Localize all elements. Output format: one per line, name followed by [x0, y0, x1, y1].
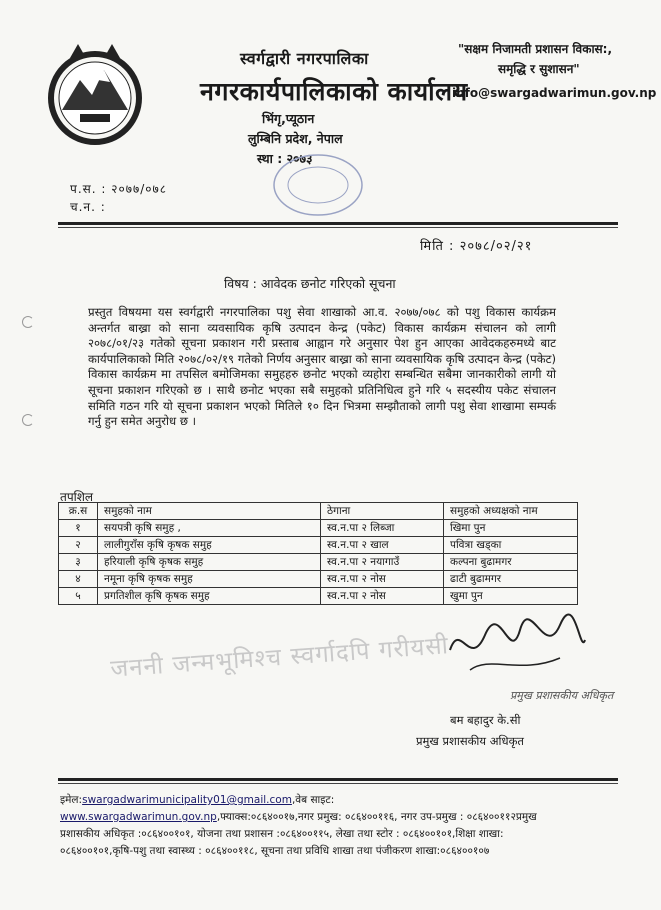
address-line-3: स्था : २०७३	[257, 151, 313, 166]
col-chairperson: समुहको अध्यक्षको नाम	[444, 503, 578, 520]
groups-table	[58, 502, 578, 605]
office-stamp-icon	[268, 150, 368, 220]
table-row	[59, 571, 578, 588]
col-serial: क्र.स	[59, 503, 98, 520]
table-row	[59, 520, 578, 537]
cell-address: स्व.न.पा २ नोस	[321, 588, 444, 605]
footer-email-label: इमेल:	[60, 794, 83, 806]
cell-chairperson: पवित्रा खड्का	[444, 537, 578, 554]
dispatch-number: च.न. :	[70, 200, 106, 214]
signer-name: बम बहादुर के.सी	[450, 713, 521, 727]
footer-web-label: ,वेब साइट:	[291, 794, 335, 806]
cell-chairperson: कल्पना बुढामगर	[444, 554, 578, 571]
footer-email-link[interactable]: swargadwarimunicipality01@gmail.com	[82, 794, 292, 806]
table-row	[59, 588, 578, 605]
slogan-line-2: समृद्धि र सुशासन"	[498, 62, 580, 76]
signer-title: प्रमुख प्रशासकीय अधिकृत	[416, 734, 524, 748]
footer-website-link[interactable]: www.swargadwarimun.gov.np	[60, 811, 217, 823]
office-name: नगरकार्यपालिकाको कार्यालय	[200, 77, 468, 106]
cell-chairperson: ढाटी बुढामगर	[444, 571, 578, 588]
header-email: info@swargadwarimun.gov.np	[452, 86, 657, 100]
punch-hole-mark	[22, 316, 34, 328]
table-row	[59, 554, 578, 571]
watermark-text: जननी जन्मभूमिश्च स्वर्गादपि गरीयसी	[109, 631, 450, 683]
cell-serial: ५	[59, 588, 98, 605]
cell-group-name: सयपत्री कृषि समुह ,	[98, 520, 321, 537]
nepal-emblem-icon	[40, 40, 150, 150]
cell-serial: ४	[59, 571, 98, 588]
cell-address: स्व.न.पा २ लिब्जा	[321, 520, 444, 537]
footer-phone-list: ,फ्याक्स:०८६४००१७,नगर प्रमुख: ०८६४००११६, नगर उप-प्रमुख : ०८६४००११२प्रमुख प्रशासकीय अधिकृत :०८६४००१०१, योजना तथा प्रशासन :०८६४००११५, लेखा तथा स्टोर : ०८६४००१०१,शिक्षा शाखा: ०८६४००१०१,कृषि-पशु तथा स्वास्थ्य : ०८६४००११८, सूचना तथा प्रविधि शाखा तथा पंजीकरण शाखा:०८६४००१०७	[60, 811, 537, 857]
cell-group-name: लालीगुराँस कृषि कृषक समुह	[98, 537, 321, 554]
cell-chairperson: खिमा पुन	[444, 520, 578, 537]
header-divider-thin	[58, 227, 618, 228]
header-divider	[58, 222, 618, 225]
footer-divider-thin	[58, 783, 618, 784]
punch-hole-mark	[22, 414, 34, 426]
cell-group-name: हरियाली कृषि कृषक समुह	[98, 554, 321, 571]
cell-chairperson: खुमा पुन	[444, 588, 578, 605]
cell-serial: १	[59, 520, 98, 537]
footer-contact	[60, 792, 560, 860]
col-address: ठेगाना	[321, 503, 444, 520]
cell-serial: ३	[59, 554, 98, 571]
signature-stamp: प्रमुख प्रशासकीय अधिकृत	[510, 689, 614, 702]
slogan-line-1: "सक्षम निजामती प्रशासन विकास:,	[458, 42, 613, 56]
cell-address: स्व.न.पा २ खाल	[321, 537, 444, 554]
letter-subject: विषय : आवेदक छनोट गरिएको सूचना	[224, 276, 396, 291]
letter-body: प्रस्तुत विषयमा यस स्वर्गद्वारी नगरपालिका पशु सेवा शाखाको आ.व. २०७७/०७८ को पशु विकास कार्यक्रम अन्तर्गत बाख्रा को साना व्यवसायिक कृषि उत्पादन केन्द्र (पकेट) विकास कार्यक्रम संचालन को लागी २०७८/०१/२३ गतेको सूचना प्रकाशन गरी प्रस्ताब आह्वान गरे अनुसार पेश हुन आएका आवेदकहरुमध्ये बाट कार्यपालिकाको मिति २०७८/०२/१९ गतेको निर्णय अनुसार बाख्रा को साना व्यवसायिक कृषि उत्पादन केन्द्र (पकेट) विकास कार्यक्रम मा तपसिल बमोजिमका समुहहरु छनोट भएको व्यहोरा सम्बन्धित सबैमा जानकारीको लागी यो सूचना प्रकाशन गरिएको छ । साथै छनोट भएका सबै समुहको प्रतिनिधित्व हुने गरि ५ सदस्यीय पकेट संचालन समिति गठन गरि यो सूचना प्रकाशन भएको मितिले १० दिन भित्रमा सम्झौताको लागी पशु सेवा शाखामा सम्पर्क गर्नु हुन समेत अनुरोध छ ।	[88, 305, 556, 429]
cell-address: स्व.न.पा २ नयागाउँ	[321, 554, 444, 571]
cell-serial: २	[59, 537, 98, 554]
municipality-name: स्वर्गद्वारी नगरपालिका	[240, 49, 369, 68]
address-line-2: लुम्बिनि प्रदेश, नेपाल	[248, 131, 343, 146]
schedule-label: तपशिल	[60, 490, 94, 504]
address-line-1: भिंगृ,प्यूठान	[262, 111, 315, 126]
footer-divider	[58, 778, 618, 781]
cell-address: स्व.न.पा २ नोस	[321, 571, 444, 588]
reference-number: प.स. : २०७७/०७८	[70, 182, 167, 196]
col-group-name: समुहको नाम	[98, 503, 321, 520]
cell-group-name: प्रगतिशील कृषि कृषक समुह	[98, 588, 321, 605]
table-header-row	[59, 503, 578, 520]
letter-date: मिति : २०७८/०२/२१	[420, 239, 533, 254]
cell-group-name: नमूना कृषि कृषक समुह	[98, 571, 321, 588]
signature-icon	[440, 610, 590, 680]
table-row	[59, 537, 578, 554]
